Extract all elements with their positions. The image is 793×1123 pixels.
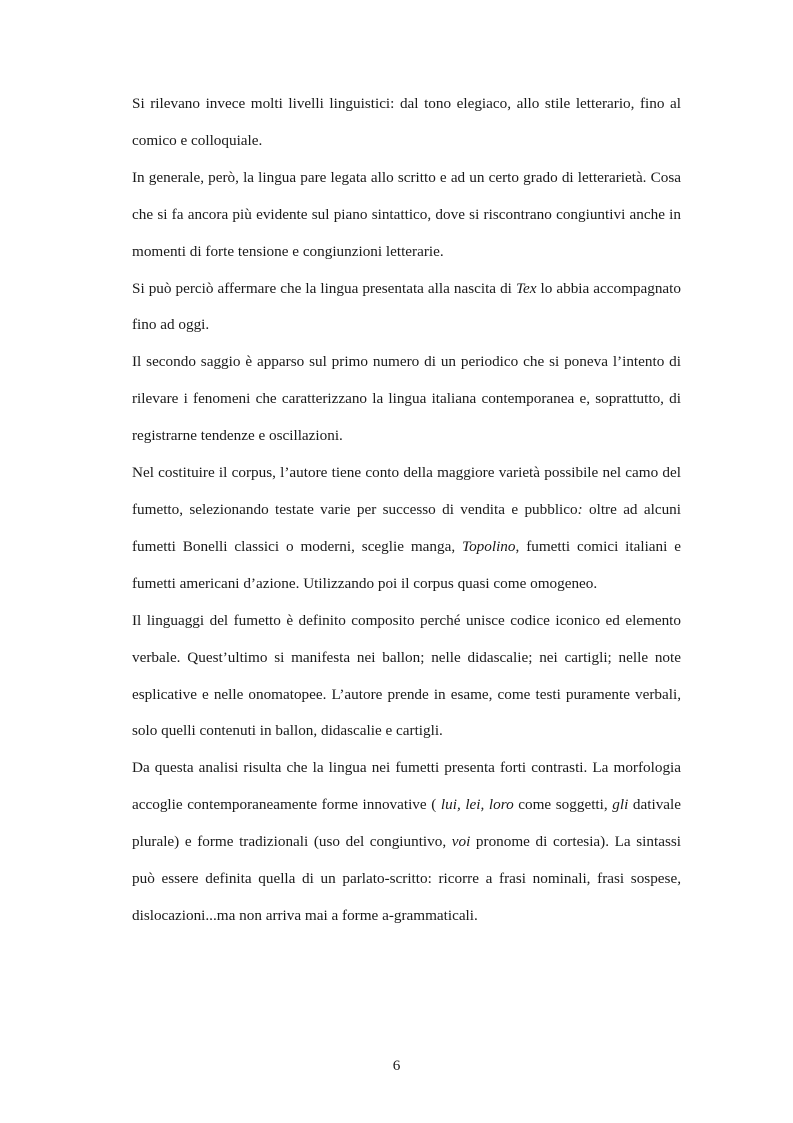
text-run: come soggetti, [513,796,613,814]
italic-text: Topolino [462,537,516,555]
text-run: lo abbia accompagnato fino ad oggi. [132,279,681,334]
paragraph [132,271,681,345]
italic-text: : [577,500,583,518]
italic-text: Tex [515,279,537,297]
paragraph [132,86,681,160]
text-run: Nel costituire il corpus, l’autore tiene conto della maggiore varietà possibile nel camo del fumetto, selezionando testate varie per successo di vendita e pubblico [132,464,681,518]
italic-text: voi [451,833,471,851]
text-run: Da questa analisi risulta che la lingua nei fumetti presenta forti contrasti. La morfologia accoglie contemporaneamente forme innovative ( [132,759,681,814]
paragraph [132,603,681,751]
paragraph [132,160,681,271]
paragraph [132,750,681,935]
text-run: dativale plurale) e forme tradizionali (uso del congiuntivo, [132,796,681,851]
text-run: oltre ad alcuni fumetti Bonelli classici o moderni, sceglie manga, [132,500,681,555]
text-run: pronome di cortesia). La sintassi può essere definita quella di un parlato-scritto: ricorre a frasi nominali, frasi sospese, dislocazioni...ma non arriva mai a forme a-grammaticali. [132,833,681,924]
text-run: Il linguaggi del fumetto è definito composito perché unisce codice iconico ed elemento verbale. Quest’ultimo si manifesta nei ballon; nelle didascalie; nei cartigli; nelle note esplicative e nelle onomatopee. L’autore prende in esame, come testi puramente verbali, solo quelli contenuti in ballon, didascalie e cartigli. [132,611,681,740]
text-run: In generale, però, la lingua pare legata allo scritto e ad un certo grado di letterarietà. Cosa che si fa ancora più evidente sul piano sintattico, dove si riscontrano congiuntivi anche in momenti di forte tensione e congiunzioni letterarie. [132,168,681,260]
text-run: Si può perciò affermare che la lingua presentata alla nascita di [132,279,516,297]
italic-text: gli [612,796,629,814]
italic-text: lui, lei, loro [440,796,514,814]
text-run: Si rilevano invece molti livelli linguistici: dal tono elegiaco, allo stile letterario, fino al comico e colloquiale. [132,95,681,149]
text-run: Il secondo saggio è apparso sul primo numero di un periodico che si poneva l’intento di rilevare i fenomeni che caratterizzano la lingua italiana contemporanea e, soprattutto, di registrarne tendenze e oscillazioni. [132,353,681,445]
text-run: , fumetti comici italiani e fumetti americani d’azione. Utilizzando poi il corpus quasi come omogeneo. [132,537,682,592]
paragraph [132,455,681,603]
body-text [132,86,681,935]
paragraph [132,344,681,455]
page-number: 6 [392,1057,401,1074]
